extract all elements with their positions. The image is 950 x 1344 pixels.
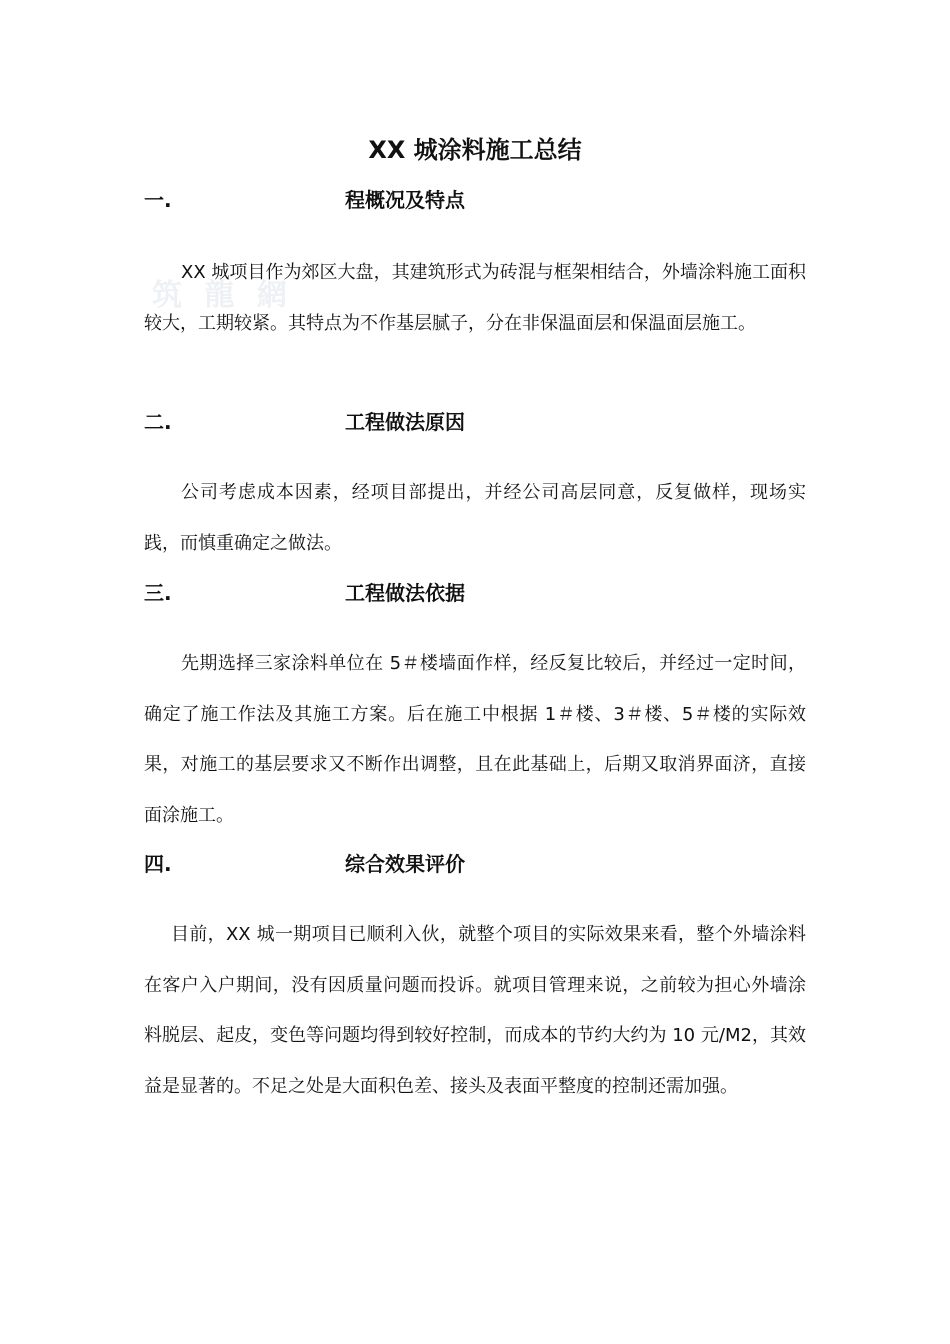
section-heading-2: [144, 405, 806, 439]
section-number: 二.: [144, 410, 172, 434]
section-title: 工程做法依据: [345, 581, 465, 605]
section-heading-1: [144, 183, 806, 217]
section-number: 一.: [144, 188, 172, 212]
section-paragraph-2: 公司考虑成本因素，经项目部提出，并经公司高层同意，反复做样，现场实践，而慎重确定之做法。: [144, 482, 806, 554]
section-number: 四.: [144, 852, 172, 876]
section-paragraph-4: 目前，XX 城一期项目已顺利入伙，就整个项目的实际效果来看，整个外墙涂料在客户入户期间，没有因质量问题而投诉。就项目管理来说，之前较为担心外墙涂料脱层、起皮，变色等问题均得到较好控制，而成本的节约大约为 10 元/M2，其效益是显著的。不足之处是大面积色差、接头及表面平整度的控制还需加强。: [144, 924, 806, 1097]
watermark: 筑 龍 網: [152, 278, 293, 313]
section-paragraph-3: 先期选择三家涂料单位在 5＃楼墙面作样，经反复比较后，并经过一定时间，确定了施工作法及其施工方案。后在施工中根据 1＃楼、3＃楼、5＃楼的实际效果，对施工的基层要求又不断作出调整，且在此基础上，后期又取消界面济，直接面涂施工。: [144, 653, 806, 826]
section-title: 综合效果评价: [345, 852, 465, 876]
section-heading-4: [144, 847, 806, 881]
section-title: 工程做法原因: [345, 410, 465, 434]
section-paragraph-1: XX 城项目作为郊区大盘，其建筑形式为砖混与框架相结合，外墙涂料施工面积较大，工期较紧。其特点为不作基层腻子，分在非保温面层和保温面层施工。: [144, 262, 806, 334]
page-title: XX 城涂料施工总结: [368, 136, 582, 164]
section-number: 三.: [144, 581, 172, 605]
section-heading-3: [144, 576, 806, 610]
section-title: 程概况及特点: [345, 188, 465, 212]
